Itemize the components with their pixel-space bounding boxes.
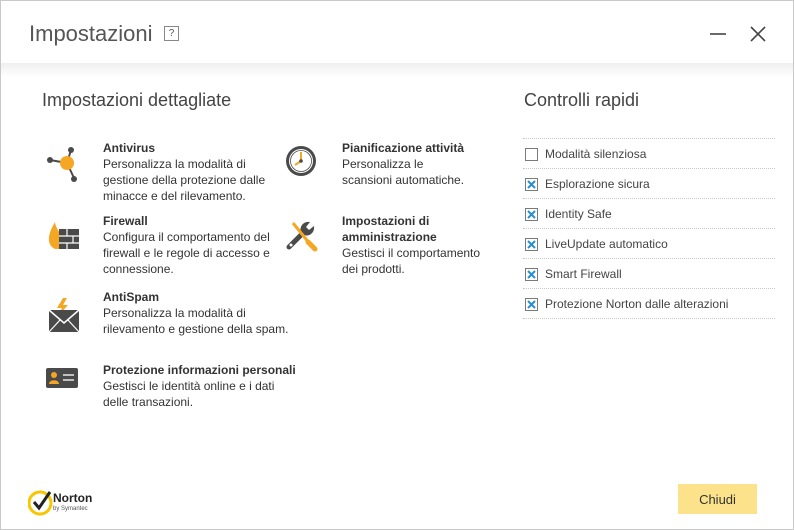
feature-desc-line: dei prodotti.	[342, 262, 405, 276]
feature-administrative-settings[interactable]	[284, 214, 504, 282]
quick-toggle-safe-web[interactable]	[523, 169, 775, 199]
minimize-icon	[707, 23, 729, 45]
quick-toggle-label: Modalità silenziosa	[545, 147, 647, 161]
feature-name: amministrazione	[342, 230, 437, 244]
quick-toggle-label: Esplorazione sicura	[545, 177, 650, 191]
logo-subtext: by Symantec	[53, 506, 88, 512]
feature-name: Antivirus	[103, 141, 156, 155]
quick-toggle-label: Protezione Norton dalle alterazioni	[545, 297, 729, 311]
checkbox[interactable]	[525, 268, 538, 281]
feature-desc-line: Personalizza la modalità di	[103, 157, 246, 171]
feature-antivirus[interactable]	[45, 141, 285, 209]
quick-toggle-label: Smart Firewall	[545, 267, 622, 281]
feature-firewall[interactable]	[45, 214, 285, 282]
quick-toggle-silent-mode[interactable]	[523, 139, 775, 169]
close-icon	[747, 23, 769, 45]
check-icon	[526, 179, 537, 190]
quick-toggle-label: LiveUpdate automatico	[545, 237, 668, 251]
feature-desc-line: gestione della protezione dalle	[103, 173, 266, 187]
logo-text: Norton	[53, 491, 93, 505]
antispam-icon	[45, 296, 85, 336]
window-title: Impostazioni	[29, 21, 153, 46]
checkbox[interactable]	[525, 238, 538, 251]
norton-logo	[28, 488, 108, 518]
feature-desc-line: Personalizza la modalità di	[103, 306, 246, 320]
wrench-screwdriver-icon	[284, 216, 324, 256]
quick-toggle-label: Identity Safe	[545, 207, 612, 221]
feature-desc-line: scansioni automatiche.	[342, 173, 465, 187]
checkbox[interactable]	[525, 298, 538, 311]
quick-controls-heading: Controlli rapidi	[524, 90, 640, 110]
check-icon	[526, 239, 537, 250]
checkbox[interactable]	[525, 178, 538, 191]
feature-identity-protection[interactable]	[45, 363, 305, 415]
minimize-button[interactable]	[707, 23, 729, 45]
feature-desc-line: connessione.	[103, 262, 174, 276]
quick-toggle-smart-firewall[interactable]	[523, 259, 775, 289]
title-bar	[1, 1, 793, 67]
antivirus-network-icon	[45, 145, 85, 185]
feature-desc-line: minacce e del rilevamento.	[103, 189, 246, 203]
check-icon	[526, 269, 537, 280]
feature-name: AntiSpam	[103, 290, 160, 304]
feature-antispam[interactable]	[45, 290, 295, 342]
feature-desc-line: Configura il comportamento del	[103, 230, 270, 244]
feature-desc-line: Personalizza le	[342, 157, 424, 171]
close-window-button[interactable]	[747, 23, 769, 45]
checkbox[interactable]	[525, 208, 538, 221]
feature-desc-line: firewall e le regole di accesso e	[103, 246, 270, 260]
close-button[interactable]: Chiudi	[678, 484, 757, 514]
detailed-settings-heading: Impostazioni dettagliate	[42, 90, 232, 110]
check-icon	[526, 299, 537, 310]
feature-name: Protezione informazioni personali	[103, 363, 296, 377]
check-icon	[526, 209, 537, 220]
norton-checkmark-icon	[28, 488, 54, 516]
feature-desc-line: Gestisci il comportamento	[342, 246, 481, 260]
feature-name: Pianificazione attività	[342, 141, 465, 155]
help-button[interactable]: ?	[164, 26, 179, 41]
feature-task-scheduling[interactable]	[284, 141, 494, 193]
quick-controls-list	[523, 138, 775, 319]
firewall-icon	[45, 216, 85, 256]
quick-toggle-identity-safe[interactable]	[523, 199, 775, 229]
quick-toggle-tamper-protection[interactable]	[523, 289, 775, 319]
id-card-icon	[45, 361, 85, 401]
feature-name: Impostazioni di	[342, 214, 430, 228]
clock-icon	[284, 143, 324, 183]
feature-desc-line: rilevamento e gestione della spam.	[103, 322, 289, 336]
checkbox[interactable]	[525, 148, 538, 161]
title-separator	[1, 63, 793, 77]
feature-desc-line: delle transazioni.	[103, 395, 194, 409]
feature-desc-line: Gestisci le identità online e i dati	[103, 379, 275, 393]
quick-toggle-liveupdate[interactable]	[523, 229, 775, 259]
feature-name: Firewall	[103, 214, 148, 228]
